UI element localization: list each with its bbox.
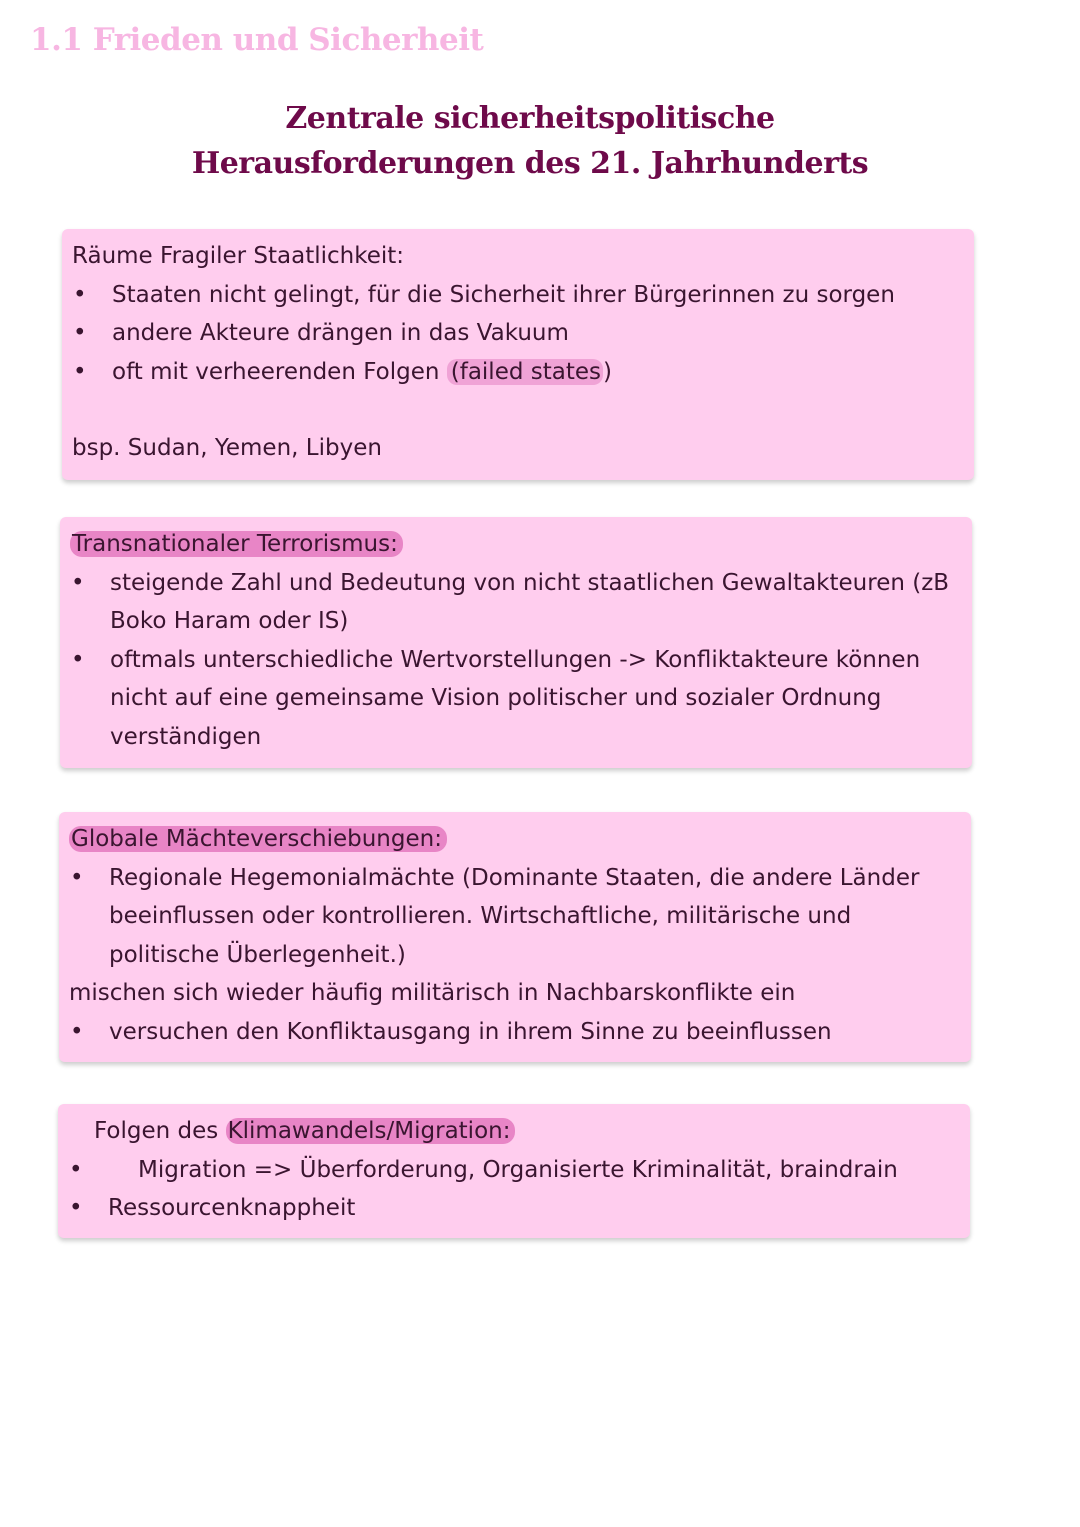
highlight: Globale Mächteverschiebungen: [69,826,447,852]
page-title [0,96,1060,186]
card-terrorism [60,517,972,768]
list-item: • Regionale Hegemonialmächte (Dominante Staaten, die andere Länder beeinflussen oder kontrollieren. Wirtschaftliche, militärische und politische Überlegenheit.) [69,859,961,975]
highlight: Transnationaler Terrorismus: [70,531,403,557]
bullet-list [69,1013,961,1052]
example-text: bsp. Sudan, Yemen, Libyen [72,435,382,462]
list-item: • Migration => Überforderung, Organisierte Kriminalität, braindrain [68,1151,960,1190]
bullet-list [68,1151,960,1228]
card-power-shifts [59,812,971,1062]
list-item: • steigende Zahl und Bedeutung von nicht staatlichen Gewaltakteuren (zB Boko Haram oder IS) [70,564,962,641]
list-item-text: ) [603,358,612,385]
list-item: • andere Akteure drängen in das Vakuum [72,314,964,353]
list-item [72,353,964,392]
card-climate-migration [58,1104,970,1238]
list-item: • oftmals unterschiedliche Wertvorstellungen -> Konfliktakteure können nicht auf eine gemeinsame Vision politischer und sozialer Ordnung verständigen [70,641,962,757]
highlight: (failed states [447,359,603,385]
page-title-line-2: Herausforderungen des 21. Jahrhunderts [191,146,869,181]
card-heading [69,820,961,859]
section-heading: 1.1 Frieden und Sicherheit [30,22,484,58]
bullet-list [72,276,964,392]
list-item-text: oft mit verheerenden Folgen [112,358,447,385]
card-fragile-statehood [62,229,974,480]
card-heading [68,1112,960,1151]
card-heading: Räume Fragiler Staatlichkeit: [72,243,405,269]
highlight: Klimawandels/Migration: [226,1118,516,1144]
bullet-list [69,859,961,975]
list-item: • versuchen den Konfliktausgang in ihrem Sinne zu beeinflussen [69,1013,961,1052]
card-heading-text: Folgen des [94,1118,226,1144]
page-title-line-1: Zentrale sicherheitspolitische [285,101,775,136]
bullet-list [70,564,962,757]
plain-line: mischen sich wieder häufig militärisch in Nachbarskonflikte ein [69,980,796,1007]
list-item: • Staaten nicht gelingt, für die Sicherheit ihrer Bürgerinnen zu sorgen [72,276,964,315]
card-heading [70,525,962,564]
list-item: • Ressourcenknappheit [68,1189,960,1228]
